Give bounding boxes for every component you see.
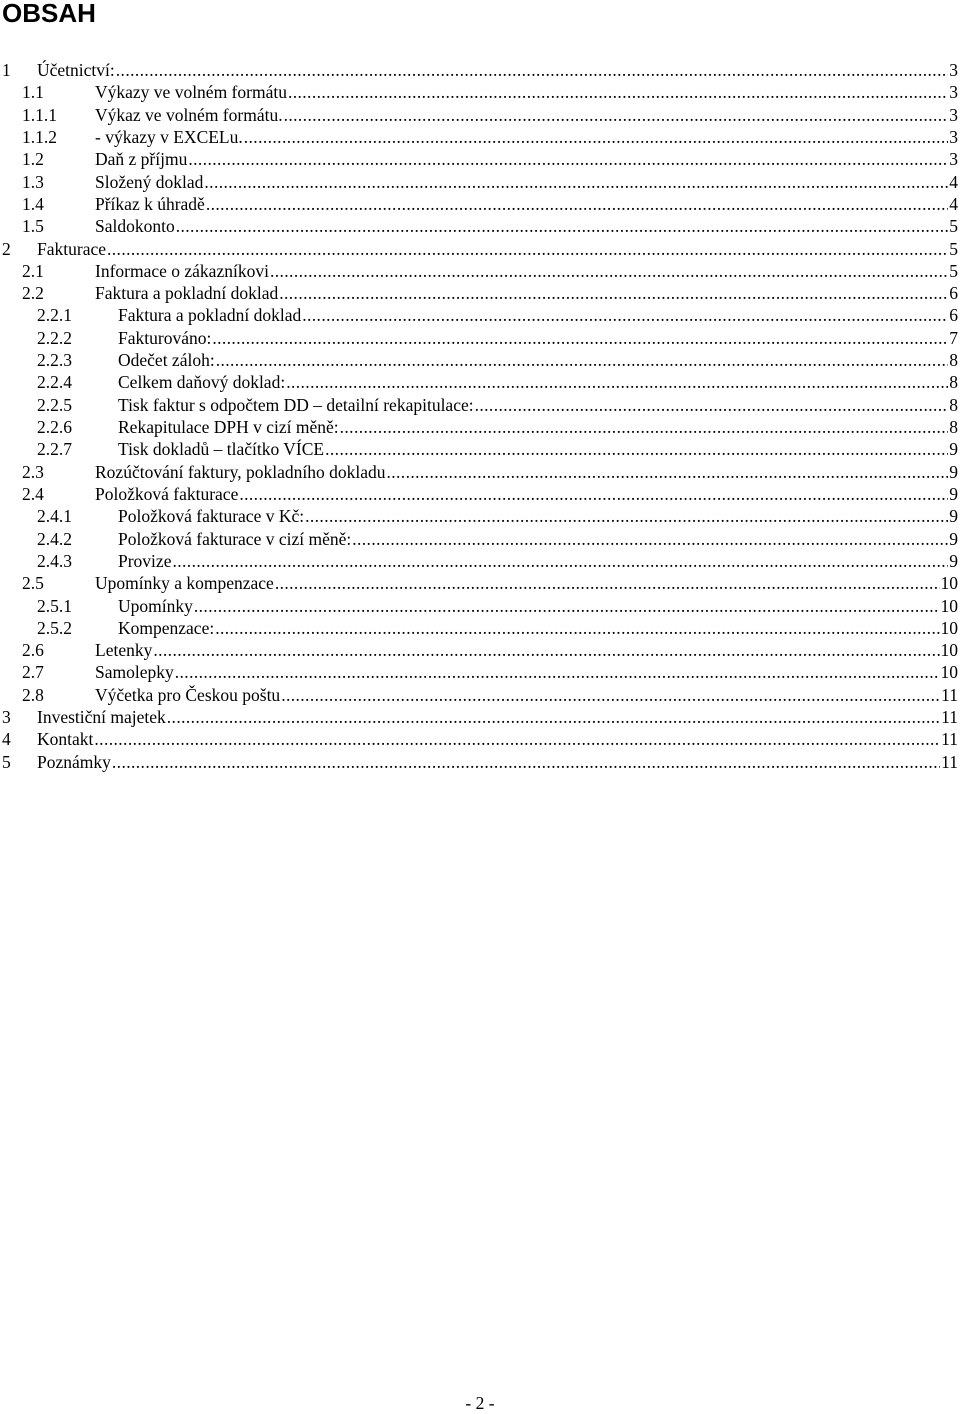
- toc-entry[interactable]: [0, 394, 958, 416]
- toc-entry[interactable]: [0, 661, 958, 683]
- toc-entry-title[interactable]: Odečet záloh:: [118, 350, 215, 371]
- toc-entry-title[interactable]: Výkazy ve volném formátu: [95, 82, 287, 103]
- table-of-contents: [0, 59, 958, 773]
- toc-entry-title[interactable]: Kontakt: [37, 729, 94, 750]
- toc-entry-title[interactable]: Rozúčtování faktury, pokladního dokladu: [95, 461, 386, 482]
- toc-dot-leader: [112, 751, 940, 773]
- toc-entry-number: 2.2.6: [37, 417, 72, 437]
- toc-entry[interactable]: [0, 282, 958, 304]
- toc-entry[interactable]: [0, 684, 958, 706]
- toc-dot-leader: [194, 595, 940, 617]
- toc-entry-title[interactable]: Upomínky: [118, 595, 193, 616]
- toc-entry-page[interactable]: 9: [949, 483, 958, 504]
- toc-entry-number: 2: [2, 238, 11, 259]
- toc-entry-title[interactable]: Tisk faktur s odpočtem DD – detailní rekapitulace:: [118, 394, 474, 415]
- toc-dot-leader: [116, 59, 948, 81]
- toc-entry-title[interactable]: Daň z příjmu: [95, 149, 188, 170]
- toc-entry-page[interactable]: 10: [940, 617, 958, 638]
- toc-entry[interactable]: [0, 215, 958, 237]
- toc-entry-number: 2.6: [22, 640, 44, 661]
- toc-entry[interactable]: [0, 193, 958, 215]
- toc-entry[interactable]: [0, 349, 958, 371]
- toc-entry[interactable]: [0, 706, 958, 728]
- toc-entry[interactable]: [0, 126, 958, 148]
- toc-dot-leader: [204, 171, 948, 193]
- toc-entry-page[interactable]: 9: [949, 528, 958, 549]
- toc-entry[interactable]: [0, 595, 958, 617]
- toc-dot-leader: [212, 327, 948, 349]
- toc-dot-leader: [188, 148, 948, 170]
- toc-entry-number: 2.5.1: [37, 595, 72, 616]
- toc-entry-number: 2.2.4: [37, 372, 72, 393]
- toc-entry-page[interactable]: 5: [949, 260, 958, 281]
- toc-entry-page[interactable]: 4: [949, 171, 958, 192]
- toc-entry-title[interactable]: Celkem daňový doklad:: [118, 372, 286, 393]
- toc-dot-leader: [286, 371, 948, 393]
- toc-entry-title[interactable]: Provize: [118, 550, 172, 571]
- toc-dot-leader: [175, 661, 940, 683]
- toc-dot-leader: [275, 572, 940, 594]
- toc-dot-leader: [284, 104, 949, 126]
- toc-dot-leader: [215, 617, 939, 639]
- toc-entry[interactable]: [0, 505, 958, 527]
- toc-entry-title[interactable]: Výkaz ve volném formátu.: [95, 104, 283, 125]
- toc-dot-leader: [281, 684, 940, 706]
- toc-dot-leader: [206, 193, 948, 215]
- toc-dot-leader: [107, 238, 948, 260]
- toc-entry[interactable]: [0, 572, 958, 594]
- toc-entry-number: 2.4: [22, 483, 44, 504]
- toc-entry[interactable]: [0, 617, 958, 639]
- toc-entry-title[interactable]: Položková fakturace: [95, 483, 239, 504]
- toc-entry-number: 2.2: [22, 283, 44, 304]
- toc-entry-title[interactable]: Složený doklad: [95, 171, 204, 192]
- toc-entry-title[interactable]: Kompenzace:: [118, 617, 215, 638]
- toc-entry-page[interactable]: 11: [941, 729, 958, 750]
- toc-entry-number: 1.1.2: [22, 126, 57, 147]
- toc-entry[interactable]: [0, 461, 958, 483]
- toc-dot-leader: [302, 304, 948, 326]
- toc-entry-title[interactable]: Saldokonto: [95, 216, 175, 237]
- toc-entry-number: 4: [2, 729, 11, 750]
- toc-entry-title[interactable]: Rekapitulace DPH v cizí měně:: [118, 417, 339, 437]
- toc-entry-page[interactable]: 3: [949, 60, 958, 80]
- toc-entry-title[interactable]: Faktura a pokladní doklad: [118, 305, 302, 326]
- toc-entry-page[interactable]: 11: [941, 707, 958, 728]
- toc-entry[interactable]: [0, 371, 958, 393]
- toc-entry-page[interactable]: 9: [949, 461, 958, 482]
- toc-entry-page[interactable]: 11: [941, 751, 958, 772]
- toc-dot-leader: [172, 550, 948, 572]
- toc-dot-leader: [153, 639, 939, 661]
- toc-entry-page[interactable]: 8: [949, 417, 958, 437]
- toc-entry-title[interactable]: Položková fakturace v Kč:: [118, 506, 305, 527]
- toc-entry-number: 2.7: [22, 662, 44, 683]
- toc-entry-title[interactable]: Účetnictví:: [37, 60, 115, 80]
- toc-entry-number: 2.5: [22, 573, 44, 594]
- toc-entry-title[interactable]: Příkaz k úhradě: [95, 193, 205, 214]
- toc-entry[interactable]: [0, 639, 958, 661]
- toc-entry[interactable]: [0, 238, 958, 260]
- toc-entry-number: 2.2.3: [37, 350, 72, 371]
- toc-entry-page[interactable]: 3: [949, 126, 958, 147]
- toc-entry-title[interactable]: Tisk dokladů – tlačítko VÍCE: [118, 439, 325, 460]
- toc-entry-title[interactable]: Fakturováno:: [118, 327, 212, 348]
- toc-entry[interactable]: [0, 728, 958, 750]
- toc-entry-page[interactable]: 9: [949, 506, 958, 527]
- toc-entry-page[interactable]: 8: [949, 350, 958, 371]
- toc-entry-page[interactable]: 3: [949, 149, 958, 170]
- toc-entry[interactable]: [0, 260, 958, 282]
- toc-entry-number: 2.4.3: [37, 550, 72, 571]
- toc-entry[interactable]: [0, 550, 958, 572]
- toc-dot-leader: [216, 349, 949, 371]
- toc-entry-number: 1.1.1: [22, 104, 57, 125]
- toc-entry-number: 2.2.5: [37, 394, 72, 415]
- toc-entry-number: 3: [2, 707, 11, 728]
- toc-entry-number: 2.5.2: [37, 617, 72, 638]
- toc-entry-number: 2.2.7: [37, 439, 72, 460]
- toc-entry-page[interactable]: 6: [949, 305, 958, 326]
- toc-entry-number: 1.1: [22, 82, 44, 103]
- toc-entry-page[interactable]: 5: [949, 238, 958, 259]
- toc-entry[interactable]: [0, 483, 958, 505]
- toc-dot-leader: [340, 416, 949, 438]
- toc-entry[interactable]: [0, 438, 958, 460]
- toc-entry-page[interactable]: 10: [940, 662, 958, 683]
- toc-entry-number: 2.8: [22, 684, 44, 705]
- toc-entry-number: 1.2: [22, 149, 44, 170]
- toc-entry-page[interactable]: 8: [949, 372, 958, 393]
- toc-entry-page[interactable]: 9: [949, 439, 958, 460]
- toc-dot-leader: [244, 126, 949, 148]
- toc-entry[interactable]: [0, 528, 958, 550]
- toc-entry[interactable]: [0, 304, 958, 326]
- toc-dot-leader: [167, 706, 940, 728]
- toc-entry[interactable]: [0, 171, 958, 193]
- toc-entry-page[interactable]: 8: [949, 394, 958, 415]
- toc-dot-leader: [239, 483, 948, 505]
- toc-entry[interactable]: [0, 327, 958, 349]
- toc-dot-leader: [288, 81, 948, 103]
- toc-entry[interactable]: [0, 751, 958, 773]
- toc-entry-title[interactable]: Položková fakturace v cizí měně:: [118, 528, 352, 549]
- toc-entry-page[interactable]: 11: [941, 684, 958, 705]
- toc-entry-number: 1.4: [22, 193, 44, 214]
- toc-entry-title[interactable]: Investiční majetek: [37, 707, 166, 728]
- toc-entry-page[interactable]: 10: [940, 573, 958, 594]
- toc-entry-title[interactable]: Poznámky: [37, 751, 111, 772]
- toc-entry[interactable]: [0, 81, 958, 103]
- toc-dot-leader: [475, 394, 949, 416]
- page-number: - 2 -: [465, 1393, 495, 1413]
- toc-entry-number: 2.2.2: [37, 327, 72, 348]
- toc-entry-page[interactable]: 6: [949, 283, 958, 304]
- toc-entry-title[interactable]: Informace o zákazníkovi: [95, 260, 269, 281]
- toc-dot-leader: [176, 215, 949, 237]
- toc-entry-number: 2.4.1: [37, 506, 72, 527]
- toc-entry-page[interactable]: 7: [949, 327, 958, 348]
- toc-entry-number: 1.3: [22, 171, 44, 192]
- toc-entry-title[interactable]: Samolepky: [95, 662, 174, 683]
- toc-entry-page[interactable]: 4: [949, 193, 958, 214]
- toc-entry-number: 2.2.1: [37, 305, 72, 326]
- toc-dot-leader: [94, 728, 940, 750]
- toc-entry[interactable]: [0, 148, 958, 170]
- toc-entry[interactable]: [0, 416, 958, 438]
- toc-dot-leader: [386, 461, 948, 483]
- toc-dot-leader: [270, 260, 948, 282]
- toc-dot-leader: [352, 528, 948, 550]
- toc-entry-title[interactable]: Letenky: [95, 640, 153, 661]
- toc-entry-number: 1: [2, 60, 11, 80]
- toc-entry-page[interactable]: 10: [940, 595, 958, 616]
- toc-entry-title[interactable]: Fakturace: [37, 238, 106, 259]
- toc-entry-title[interactable]: Upomínky a kompenzace: [95, 573, 274, 594]
- page-title: OBSAH: [2, 0, 96, 28]
- toc-entry-page[interactable]: 3: [949, 82, 958, 103]
- toc-dot-leader: [325, 438, 948, 460]
- toc-entry-page[interactable]: 9: [949, 550, 958, 571]
- toc-entry-number: 2.4.2: [37, 528, 72, 549]
- toc-entry[interactable]: [0, 104, 958, 126]
- toc-entry-page[interactable]: 5: [949, 216, 958, 237]
- toc-dot-leader: [305, 505, 948, 527]
- toc-entry-number: 5: [2, 751, 11, 772]
- toc-entry-title[interactable]: Faktura a pokladní doklad: [95, 283, 279, 304]
- toc-dot-leader: [279, 282, 948, 304]
- toc-entry-number: 2.1: [22, 260, 44, 281]
- toc-entry-title[interactable]: - výkazy v EXCELu.: [95, 126, 243, 147]
- toc-entry-page[interactable]: 3: [949, 104, 958, 125]
- toc-entry-title[interactable]: Výčetka pro Českou poštu: [95, 684, 281, 705]
- toc-entry[interactable]: [0, 59, 958, 81]
- toc-entry-number: 1.5: [22, 216, 44, 237]
- toc-entry-page[interactable]: 10: [940, 640, 958, 661]
- toc-entry-number: 2.3: [22, 461, 44, 482]
